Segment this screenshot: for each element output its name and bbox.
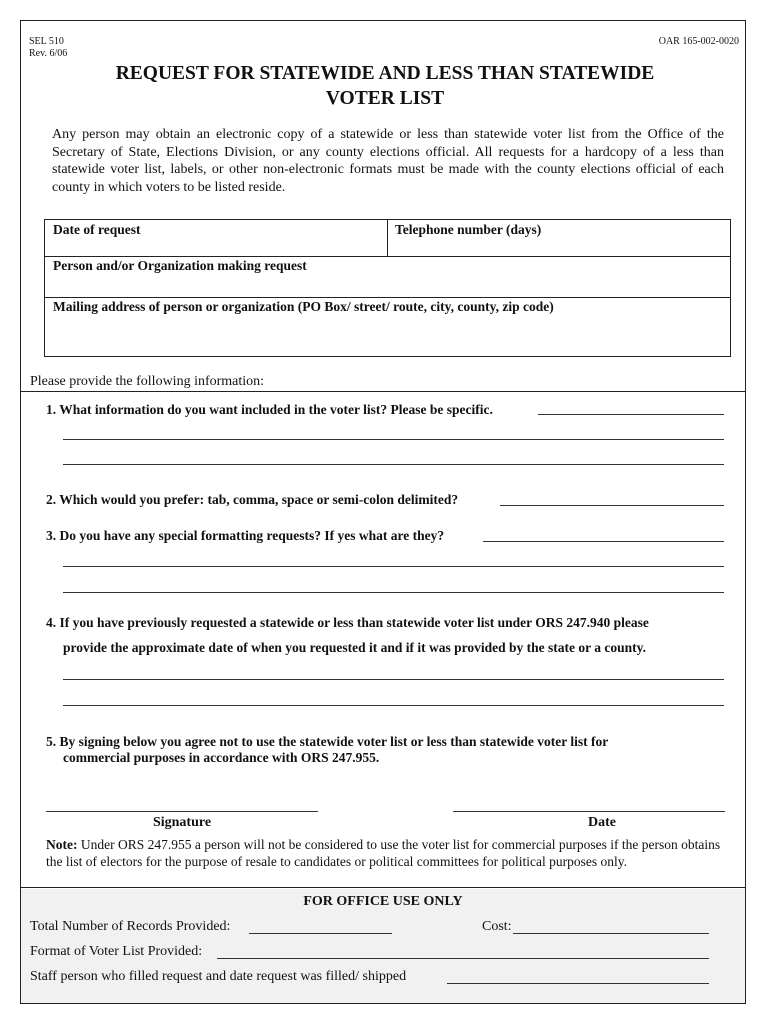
oar-reference: OAR 165-002-0020 [658,36,739,47]
section-divider [20,391,746,392]
answer-line-q1[interactable] [63,439,724,440]
signature-label: Signature [152,815,212,830]
office-divider [20,887,746,888]
prompt-text: Please provide the following information: [30,374,265,389]
format-provided-line[interactable] [217,958,709,959]
answer-line-q4[interactable] [63,679,724,680]
answer-line-q1[interactable] [538,414,724,415]
question-4-continued: provide the approximate date of when you requested it and if it was provided by the state or a county. [63,640,647,655]
answer-line-q3[interactable] [63,566,724,567]
cost-label: Cost: [482,919,512,934]
staff-person-label: Staff person who filled request and date request was filled/ shipped [30,969,407,984]
form-title-line1: REQUEST FOR STATEWIDE AND LESS THAN STATEWIDE [115,63,655,84]
date-of-request-field[interactable]: Date of request [53,222,141,237]
answer-line-q4[interactable] [63,705,724,706]
question-5-continued: commercial purposes in accordance with ORS 247.955. [63,750,380,765]
note-text: Under ORS 247.955 a person will not be considered to use the voter list for commercial purposes if the person obtains the list of electors for the purpose of resale to candidates or political committees for political purposes only. [46,837,721,869]
office-use-heading: FOR OFFICE USE ONLY [303,894,463,909]
person-organization-field[interactable]: Person and/or Organization making request [53,258,307,273]
note-label: Note: [46,837,78,852]
answer-line-q3[interactable] [63,592,724,593]
answer-line-q2[interactable] [500,505,724,506]
intro-paragraph: Any person may obtain an electronic copy of a statewide or less than statewide voter list from the Office of the Secretary of State, Elections Division, or any county elections official. All requests for a hardcopy of a less than statewide voter list, labels, or other non-electronic formats must be made with the county elections official of each county in which voters to be listed reside. [52,127,724,195]
requester-info-box [44,219,731,357]
records-provided-label: Total Number of Records Provided: [30,919,231,934]
form-id: SEL 510 [29,36,64,47]
format-provided-label: Format of Voter List Provided: [30,944,203,959]
question-3: 3. Do you have any special formatting requests? If yes what are they? [46,528,445,543]
question-2: 2. Which would you prefer: tab, comma, space or semi-colon delimited? [46,492,459,507]
signature-line[interactable] [46,811,318,812]
answer-line-q3[interactable] [483,541,724,542]
records-provided-line[interactable] [249,933,392,934]
telephone-field[interactable]: Telephone number (days) [395,222,542,237]
question-1: 1. What information do you want included in the voter list? Please be specific. [46,402,493,417]
revision: Rev. 6/06 [29,48,68,59]
staff-person-line[interactable] [447,983,709,984]
signature-date-line[interactable] [453,811,725,812]
answer-line-q1[interactable] [63,464,724,465]
note-paragraph [46,836,726,870]
question-5: 5. By signing below you agree not to use the statewide voter list or less than statewide voter list for [46,734,609,749]
cost-line[interactable] [513,933,709,934]
mailing-address-field[interactable]: Mailing address of person or organization (PO Box/ street/ route, city, county, zip code) [53,299,554,314]
form-title-line2: VOTER LIST [325,88,445,109]
question-4: 4. If you have previously requested a statewide or less than statewide voter list under ORS 247.940 please [46,615,649,630]
date-label: Date [588,815,616,830]
